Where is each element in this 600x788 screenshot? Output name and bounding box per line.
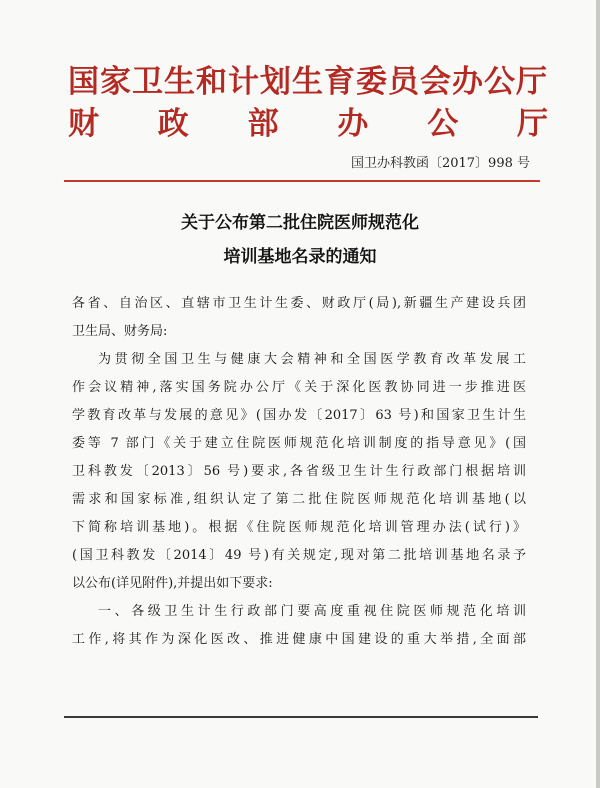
body-line: 需求和国家标准,组织认定了第二批住院医师规范化培训基地(以	[72, 492, 526, 507]
issuer-char: 公	[427, 106, 459, 142]
body-line: 委等 7 部门《关于建立住院医师规范化培训制度的指导意见》(国	[72, 436, 526, 451]
body-line: 卫科教发〔2013〕56 号)要求,各省级卫生计生行政部门根据培训	[72, 464, 526, 479]
issuer-char: 办	[337, 106, 369, 142]
issuer-char: 政	[157, 106, 189, 142]
body-line: 各省、自治区、直辖市卫生计生委、财政厅(局),新疆生产建设兵团	[72, 296, 526, 311]
document-body	[72, 290, 526, 654]
issuer-char: 财	[68, 106, 99, 142]
body-line: 卫生局、财务局:	[72, 324, 168, 339]
body-line: (国卫科教发〔2014〕49 号)有关规定,现对第二批培训基地名录予	[72, 548, 526, 563]
document-title-line-1: 关于公布第二批住院医师规范化	[181, 213, 419, 233]
issuer-header-line-1: 国家卫生和计划生育委员会办公厅	[68, 64, 548, 100]
body-line: 下简称培训基地)。根据《住院医师规范化培训管理办法(试行)》	[72, 520, 526, 535]
body-line: 学教育改革与发展的意见》(国办发〔2017〕63 号)和国家卫生计生	[72, 408, 526, 423]
issuer-char: 部	[247, 106, 279, 142]
body-line: 为贯彻全国卫生与健康大会精神和全国医学教育改革发展工	[98, 352, 526, 367]
document-number: 国卫办科教函〔2017〕998 号	[350, 156, 530, 171]
body-line: 以公布(详见附件),并提出如下要求:	[72, 576, 273, 591]
body-line: 作会议精神,落实国务院办公厅《关于深化医教协同进一步推进医	[72, 380, 526, 395]
body-line: 一、各级卫生计生行政部门要高度重视住院医师规范化培训	[98, 604, 526, 619]
issuer-header-line-2	[68, 98, 548, 143]
issuer-char: 厅	[516, 106, 548, 142]
body-line: 工作,将其作为深化医改、推进健康中国建设的重大举措,全面部	[72, 632, 526, 647]
bottom-divider	[64, 716, 538, 718]
red-divider	[64, 180, 540, 182]
document-title-line-2: 培训基地名录的通知	[223, 247, 377, 267]
